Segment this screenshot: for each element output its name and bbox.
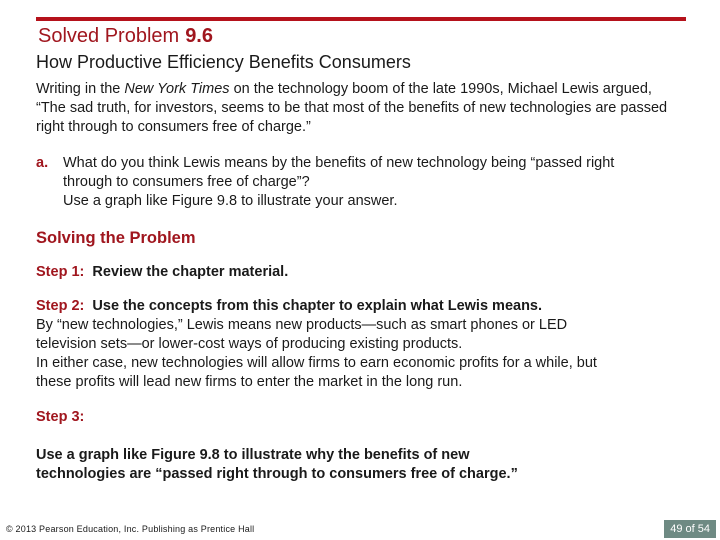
step-2-line: these profits will lead new firms to enter the market in the long run.: [36, 374, 463, 390]
question-body: [63, 154, 686, 211]
step-2-line: television sets—or lower-cost ways of producing existing products.: [36, 336, 463, 352]
title-text: Solved Problem: [38, 25, 180, 47]
step-1-text: Review the chapter material.: [92, 264, 289, 280]
question-label: a.: [36, 155, 49, 171]
intro-paragraph: [36, 80, 676, 137]
step-2: [36, 297, 686, 392]
step-3-first-line: [36, 408, 686, 465]
step-1-label: Step 1:: [36, 264, 85, 280]
page-title: [38, 25, 213, 48]
question-a: [36, 154, 686, 211]
step-2-heading: [36, 297, 686, 316]
intro-italic-publication: New York Times: [124, 81, 230, 97]
step-2-line: By “new technologies,” Lewis means new products—such as smart phones or LED: [36, 317, 568, 333]
footer-copyright: © 2013 Pearson Education, Inc. Publishing as Prentice Hall: [6, 524, 255, 534]
step-2-label: Step 2:: [36, 298, 85, 314]
step-3-line: technologies are “passed right through to consumers free of charge.”: [36, 466, 518, 482]
step-3-label: Step 3:: [36, 409, 85, 425]
question-line: What do you think Lewis means by the benefits of new technology being “passed right: [63, 155, 615, 171]
step-2-line: In either case, new technologies will allow firms to earn economic profits for a while, but: [36, 355, 597, 371]
page-subtitle: How Productive Efficiency Benefits Consumers: [36, 52, 411, 72]
step-2-text: Use the concepts from this chapter to explain what Lewis means.: [92, 298, 543, 314]
question-line: Use a graph like Figure 9.8 to illustrate your answer.: [63, 193, 398, 209]
intro-text-after: on the technology boom of the late 1990s, Michael Lewis argued, “The sad truth, for investors, seems to be that most of the benefits of new technologies are passed right through to consumers free of charge.”: [36, 81, 668, 135]
header-rule: [36, 17, 686, 21]
question-line: through to consumers free of charge”?: [63, 174, 310, 190]
intro-text-before: Writing in the: [36, 81, 125, 97]
step-3: [36, 408, 686, 484]
step-3-line: Use a graph like Figure 9.8 to illustrate why the benefits of new: [36, 447, 470, 463]
slide-page-number: 49 of 54: [664, 520, 716, 538]
step-1: [36, 264, 288, 280]
title-number: 9.6: [185, 25, 213, 47]
solving-heading: Solving the Problem: [36, 229, 196, 247]
